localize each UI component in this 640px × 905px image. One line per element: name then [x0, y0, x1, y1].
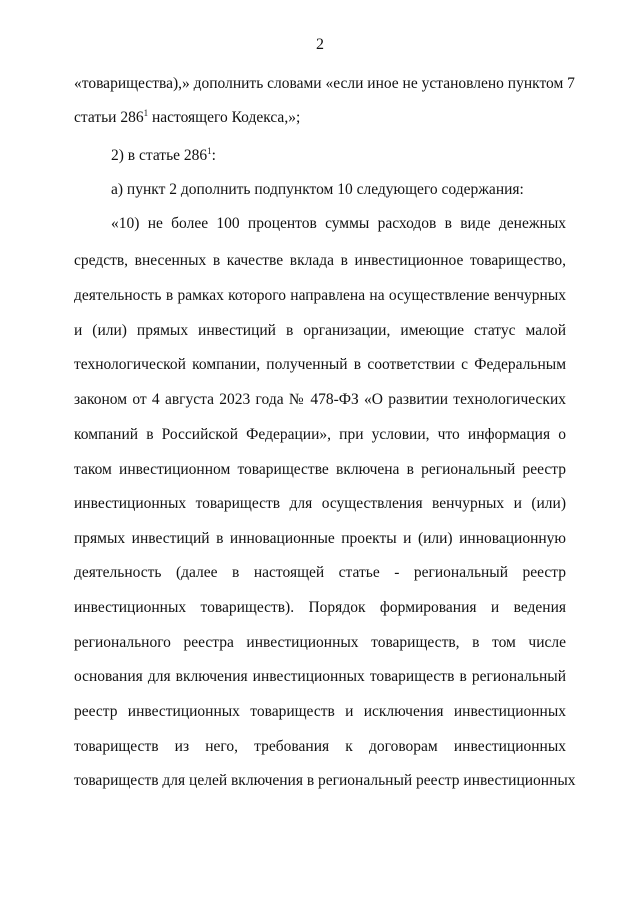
- text-line: законом от 4 августа 2023 года № 478-ФЗ «О развитии технологических: [74, 391, 566, 408]
- text-line: прямых инвестиций в инновационные проекты и (или) инновационную: [74, 530, 566, 547]
- text-line: технологической компании, полученный в соответствии с Федеральным: [74, 356, 566, 373]
- page-number: 2: [316, 36, 324, 53]
- text-line: деятельность в рамках которого направлена на осуществление венчурных: [74, 287, 566, 304]
- text-line: а) пункт 2 дополнить подпунктом 10 следующего содержания:: [111, 181, 524, 198]
- text-line: регионального реестра инвестиционных товариществ, в том числе: [74, 634, 566, 651]
- text-line: [111, 146, 566, 166]
- text-line: компаний в Российской Федерации», при условии, что информация о: [74, 426, 566, 443]
- text-line: деятельность (далее в настоящей статье - региональный реестр: [74, 564, 566, 581]
- text-line: средств, внесенных в качестве вклада в инвестиционное товарищество,: [74, 252, 566, 269]
- text-line: инвестиционных товариществ). Порядок формирования и ведения: [74, 599, 566, 616]
- text-line: [74, 108, 566, 128]
- text-span: настоящего Кодекса,»;: [148, 109, 301, 126]
- text-line: таком инвестиционном товариществе включена в региональный реестр: [74, 461, 566, 478]
- text-line: товариществ из него, требования к договорам инвестиционных: [74, 738, 566, 755]
- text-line: товариществ для целей включения в региональный реестр инвестиционных: [74, 772, 576, 789]
- text-line: инвестиционных товариществ для осуществления венчурных и (или): [74, 495, 566, 512]
- text-span: :: [211, 147, 216, 164]
- text-line: и (или) прямых инвестиций в организации, имеющие статус малой: [74, 322, 566, 339]
- text-line: основания для включения инвестиционных товариществ в региональный: [74, 668, 566, 685]
- superscript: 1: [143, 108, 149, 118]
- superscript: 1: [207, 146, 212, 156]
- text-line: реестр инвестиционных товариществ и исключения инвестиционных: [74, 703, 566, 720]
- text-span: статьи 286: [74, 109, 144, 126]
- text-line: «10) не более 100 процентов суммы расходов в виде денежных: [111, 215, 566, 232]
- text-span: 2) в статье 286: [111, 147, 208, 164]
- text-line: «товарищества),» дополнить словами «если иное не установлено пунктом 7: [74, 75, 575, 92]
